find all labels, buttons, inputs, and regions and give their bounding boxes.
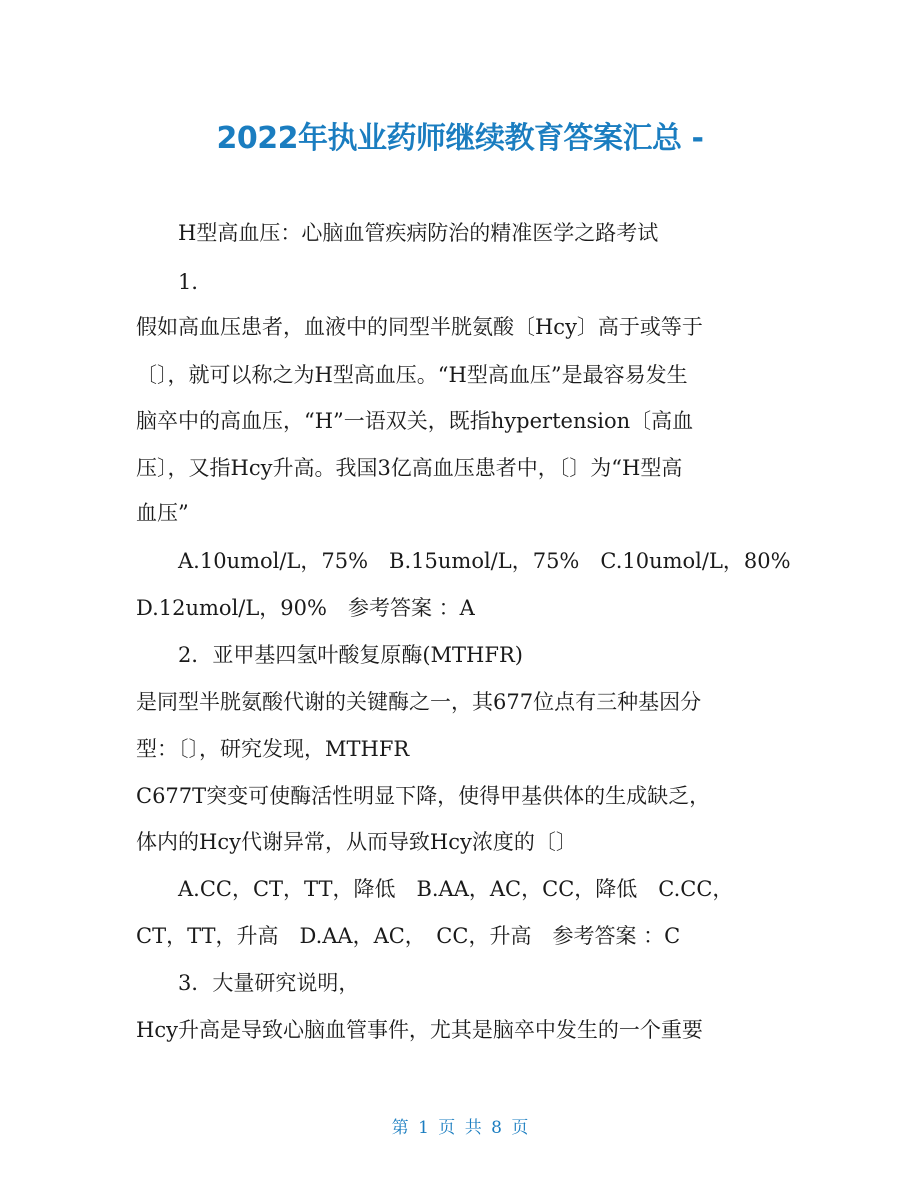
- document-title: 2022年执业药师继续教育答案汇总 -: [216, 121, 704, 156]
- paragraph-line: 假如高血压患者，血液中的同型半胱氨酸〔Hcy〕高于或等于: [136, 315, 703, 339]
- answer-options: D.12umol/L，90% 参考答案 ：A: [136, 596, 475, 620]
- paragraph-line: C677T突变可使酶活性明显下降，使得甲基供体的生成缺乏，: [136, 784, 711, 808]
- paragraph-line: Hcy升高是导致心脑血管事件，尤其是脑卒中发生的一个重要: [136, 1018, 703, 1042]
- answer-options: A.10umol/L，75% B.15umol/L，75% C.10umol/L，80%: [178, 549, 791, 573]
- paragraph-line: 是同型半胱氨酸代谢的关键酶之一，其677位点有三种基因分: [136, 690, 702, 714]
- answer-options: A.CC，CT，TT，降低 B.AA，AC，CC，降低 C.CC，: [178, 877, 734, 901]
- paragraph-line: 脑卒中的高血压，“H”一语双关，既指hypertension〔高血: [136, 409, 694, 433]
- paragraph-line: H型高血压：心脑血管疾病防治的精准医学之路考试: [178, 221, 659, 245]
- paragraph-line: 体内的Hcy代谢异常，从而导致Hcy浓度的〔〕: [136, 830, 577, 854]
- question-line: 2．亚甲基四氢叶酸复原酶(MTHFR): [178, 643, 523, 667]
- paragraph-line: 压〕，又指Hcy升高。我国3亿高血压患者中，〔〕为“H型高: [136, 456, 683, 480]
- paragraph-line: 血压”: [136, 501, 189, 525]
- question-line: 3．大量研究说明，: [178, 971, 360, 995]
- page-number: 第 1 页 共 8 页: [391, 1118, 529, 1138]
- paragraph-line: 〔〕，就可以称之为H型高血压。“H型高血压”是最容易发生: [136, 363, 688, 387]
- answer-options: CT，TT，升高 D.AA，AC， CC，升高 参考答案 ：C: [136, 924, 681, 948]
- paragraph-line: 型：〔〕，研究发现，MTHFR: [136, 737, 410, 761]
- question-number: 1．: [178, 270, 213, 294]
